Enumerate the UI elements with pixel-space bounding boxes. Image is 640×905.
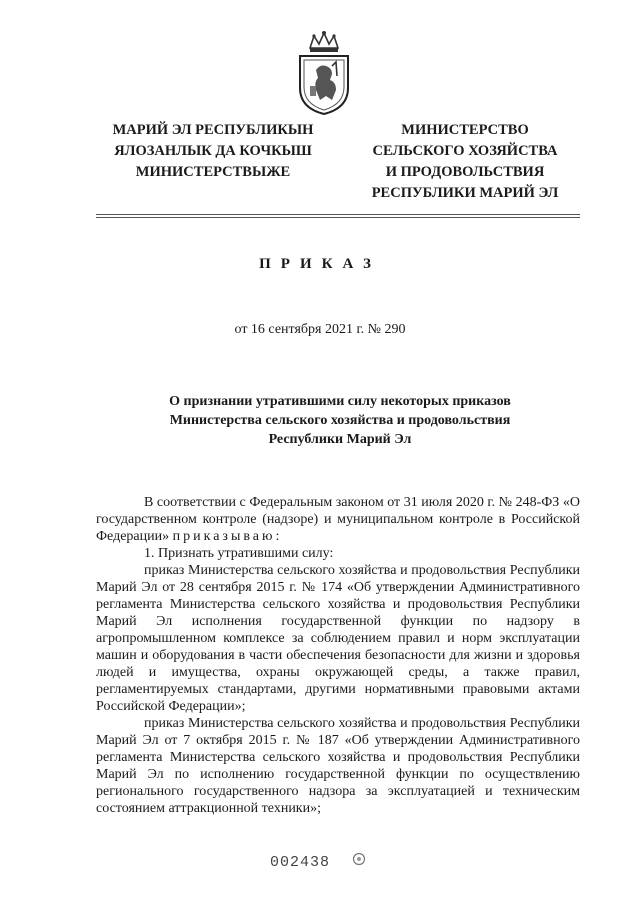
ministry-name-mari xyxy=(96,120,330,183)
document-date-number: от 16 сентября 2021 г. № 290 xyxy=(234,322,406,337)
header-left-line: ЯЛОЗАНЛЫК ДА КОЧКЫШ xyxy=(114,143,312,159)
body-paragraph: приказ Министерства сельского хозяйства и продовольствия Республики Марий Эл от 7 октября 2015 г. № 187 «Об утверждении Административного регламента Министерства сельского хозяйства и продовольствия Республики Марий Эл по исполнению государственной функции по осуществлению регионального государственного надзора за эксплуатацией и техническим состоянием аттракционной техники»; xyxy=(96,716,580,816)
body-paragraph: приказ Министерства сельского хозяйства и продовольствия Республики Марий Эл от 28 сентября 2015 г. № 174 «Об утверждении Административного регламента Министерства сельского хозяйства и продовольствия Республики Марий Эл исполнения государственной функции по надзору в агропромышленном комплексе за соблюдением правил и норм эксплуатации машин и оборудования в части обеспечения безопасности для жизни и здоровья людей и имущества, охраны окружающей среды, а также правил, регламентируемых стандартами, другими нормативными правовыми актами Российской Федерации»; xyxy=(96,563,580,714)
header-left-line: МАРИЙ ЭЛ РЕСПУБЛИКЫН xyxy=(112,122,314,138)
coat-of-arms-icon xyxy=(296,30,352,116)
body-paragraph xyxy=(96,494,580,545)
header-divider xyxy=(96,217,580,218)
header-left-line: МИНИСТЕРСТВЫЖЕ xyxy=(135,164,291,180)
body-paragraph: 1. Признать утратившими силу: xyxy=(144,546,334,561)
serial-number: 002438 xyxy=(270,854,331,871)
header-right-line: РЕСПУБЛИКИ МАРИЙ ЭЛ xyxy=(371,185,559,201)
preamble-text: В соответствии с Федеральным законом от 31 июля 2020 г. № 248-ФЗ «О государственном контроле (надзоре) и муниципальном контроле в Российской Федерации» xyxy=(96,495,580,544)
order-word: приказываю: xyxy=(172,529,283,544)
subject-line: Министерства сельского хозяйства и продовольствия xyxy=(169,413,511,428)
header-right-line: СЕЛЬСКОГО ХОЗЯЙСТВА xyxy=(372,143,558,159)
header-divider xyxy=(96,214,580,215)
document-title: ПРИКАЗ xyxy=(259,256,381,272)
ministry-name-russian xyxy=(352,120,578,204)
document-subject xyxy=(140,392,540,449)
document-body xyxy=(96,494,580,817)
header-right-line: И ПРОДОВОЛЬСТВИЯ xyxy=(385,164,545,180)
stamp-mark-icon xyxy=(352,852,366,866)
header-right-line: МИНИСТЕРСТВО xyxy=(401,122,529,138)
subject-line: Республики Марий Эл xyxy=(268,432,412,447)
subject-line: О признании утратившими силу некоторых приказов xyxy=(169,394,511,409)
